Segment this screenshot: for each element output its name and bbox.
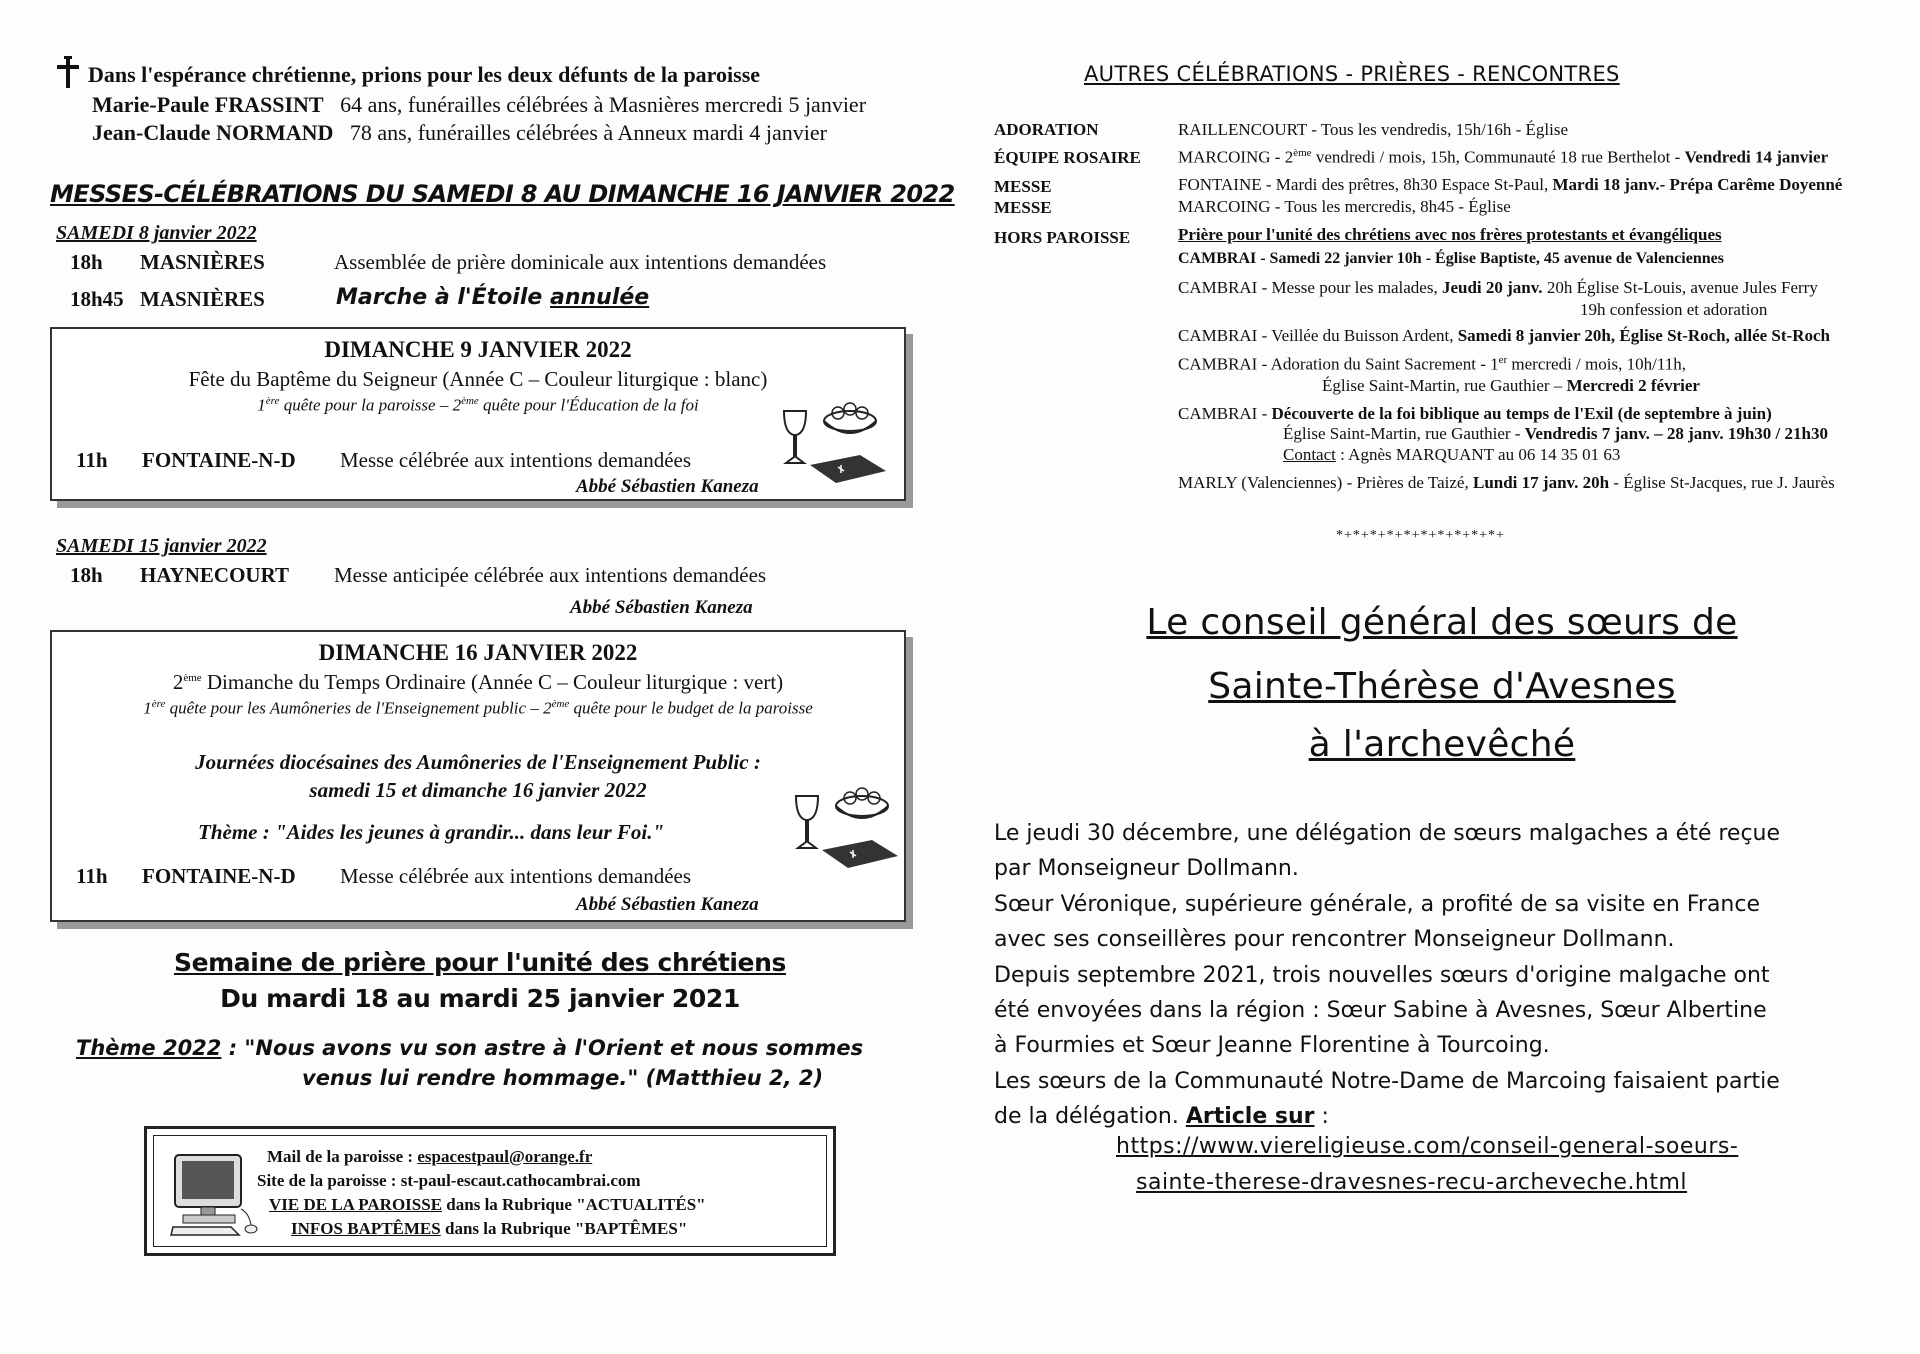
- article-line: Les sœurs de la Communauté Notre-Dame de Marcoing faisaient partie: [994, 1068, 1780, 1094]
- journees-line-2: samedi 15 et dimanche 16 janvier 2022: [309, 778, 647, 802]
- messe-2-text: MARCOING - Tous les mercredis, 8h45 - Église: [1178, 197, 1511, 216]
- adoration-text: RAILLENCOURT - Tous les vendredis, 15h/16h - Église: [1178, 120, 1569, 139]
- unity-week-dates: Du mardi 18 au mardi 25 janvier 2021: [220, 984, 740, 1013]
- label-adoration: ADORATION: [994, 120, 1099, 139]
- desc: Marche à l'Étoile annulée: [336, 285, 650, 310]
- place: FONTAINE-N-D: [142, 448, 296, 472]
- article-line: été envoyées dans la région : Sœur Sabine à Avesnes, Sœur Albertine: [994, 998, 1767, 1024]
- feast: Fête du Baptême du Seigneur (Année C – Couleur liturgique : blanc): [188, 367, 768, 391]
- place: MASNIÈRES: [140, 287, 265, 311]
- obituary-name: Marie-Paule FRASSINT: [92, 92, 324, 117]
- journees-line-1: Journées diocésaines des Aumôneries de l'Enseignement Public :: [195, 750, 761, 774]
- label-messe-2: MESSE: [994, 198, 1052, 217]
- mail-line: Mail de la paroisse : espacestpaul@orange.fr: [267, 1147, 593, 1166]
- label-messe-1: MESSE: [994, 177, 1052, 196]
- theme: Thème : "Aides les jeunes à grandir... dans leur Foi.": [198, 820, 665, 844]
- cancelled-note: annulée: [550, 285, 650, 310]
- hors-2-sub: 19h confession et adoration: [1580, 300, 1768, 319]
- obituary-detail: 64 ans, funérailles célébrées à Masnières mercredi 5 janvier: [340, 92, 867, 117]
- obituary-detail: 78 ans, funérailles célébrées à Anneux mardi 4 janvier: [349, 120, 827, 145]
- label-hors-paroisse: HORS PAROISSE: [994, 228, 1131, 247]
- computer-icon: [169, 1153, 261, 1237]
- desc: Messe célébrée aux intentions demandées: [340, 864, 692, 888]
- contact-label: Contact: [1283, 445, 1336, 464]
- obituary-intro: Dans l'espérance chrétienne, prions pour les deux défunts de la paroisse: [88, 62, 761, 87]
- article-url-2[interactable]: sainte-therese-dravesnes-recu-archeveche.html: [1136, 1170, 1688, 1195]
- hors-5: CAMBRAI - Découverte de la foi biblique au temps de l'Exil (de septembre à juin): [1178, 404, 1772, 423]
- obituary-person-1: [92, 92, 866, 118]
- time: 18h: [70, 250, 103, 274]
- article-title-2: Sainte-Thérèse d'Avesnes: [1208, 666, 1676, 707]
- article-title-3: à l'archevêché: [1308, 724, 1576, 765]
- vie-paroisse-link[interactable]: VIE DE LA PAROISSE: [269, 1195, 443, 1214]
- time: 11h: [76, 448, 108, 472]
- desc: Messe célébrée aux intentions demandées: [340, 448, 692, 472]
- separator: *+*+*+*+*+*+*+*+*+*+: [1336, 528, 1505, 543]
- feast: 2ème Dimanche du Temps Ordinaire (Année C – Couleur liturgique : vert): [172, 670, 784, 694]
- hors-5-contact: Contact : Agnès MARQUANT au 06 14 35 01 63: [1283, 445, 1621, 464]
- place: FONTAINE-N-D: [142, 864, 296, 888]
- contact-box: [144, 1126, 836, 1256]
- hors-4-sub: Église Saint-Martin, rue Gauthier – Mercredi 2 février: [1322, 376, 1700, 395]
- hors-4: CAMBRAI - Adoration du Saint Sacrement - 1er mercredi / mois, 10h/11h,: [1178, 354, 1686, 374]
- article-line: avec ses conseillères pour rencontrer Monseigneur Dollmann.: [994, 927, 1675, 953]
- article-body: [994, 816, 1780, 1135]
- collections: 1ère quête pour la paroisse – 2ème quête pour l'Éducation de la foi: [257, 395, 699, 415]
- hors-3: CAMBRAI - Veillée du Buisson Ardent, Samedi 8 janvier 20h, Église St-Roch, allée St-Roch: [1178, 326, 1830, 345]
- chalice-bible-icon: [780, 397, 890, 487]
- sat15-date: SAMEDI 15 janvier 2022: [56, 535, 267, 557]
- sunday-9-box: [50, 327, 906, 501]
- article-line: Depuis septembre 2021, trois nouvelles sœurs d'origine malgache ont: [994, 962, 1770, 988]
- vie-line: VIE DE LA PAROISSE dans la Rubrique "ACTUALITÉS": [269, 1195, 706, 1214]
- time: 18h45: [70, 287, 124, 311]
- article-link-label: Article sur: [1185, 1104, 1315, 1130]
- obituary-person-2: [92, 120, 827, 146]
- sat8-date: SAMEDI 8 janvier 2022: [56, 222, 257, 244]
- box-title: DIMANCHE 16 JANVIER 2022: [318, 640, 638, 665]
- desc: Messe anticipée célébrée aux intentions demandées: [334, 563, 767, 587]
- hors-2: CAMBRAI - Messe pour les malades, Jeudi 20 janv. 20h Église St-Louis, avenue Jules Ferry: [1178, 278, 1818, 297]
- unity-week-theme-2: venus lui rendre hommage." (Matthieu 2, 2): [302, 1066, 824, 1090]
- site-line: Site de la paroisse : st-paul-escaut.cathocambrai.com: [257, 1171, 641, 1190]
- infos-baptemes-link[interactable]: INFOS BAPTÊMES: [291, 1219, 441, 1238]
- chalice-bible-icon: [792, 782, 902, 872]
- box-title: DIMANCHE 9 JANVIER 2022: [324, 337, 632, 362]
- hors-5-sub: Église Saint-Martin, rue Gauthier - Vendredis 7 janv. – 28 janv. 19h30 / 21h30: [1283, 424, 1828, 443]
- article-url-1[interactable]: https://www.viereligieuse.com/conseil-general-soeurs-: [1116, 1134, 1739, 1159]
- article-line: par Monseigneur Dollmann.: [994, 856, 1299, 882]
- hors-1: CAMBRAI - Samedi 22 janvier 10h - Église Baptiste, 45 avenue de Valenciennes: [1178, 250, 1724, 267]
- sat15-priest: Abbé Sébastien Kaneza: [570, 597, 753, 618]
- time: 18h: [70, 563, 103, 587]
- unity-week-theme-1: Thème 2022 : "Nous avons vu son astre à l'Orient et nous sommes: [76, 1036, 864, 1060]
- collections: 1ère quête pour les Aumôneries de l'Enseignement public – 2ème quête pour le budget de la paroisse: [143, 698, 813, 718]
- site-link[interactable]: st-paul-escaut.cathocambrai.com: [400, 1171, 641, 1190]
- theme-label: Thème 2022: [76, 1036, 222, 1060]
- article-line: Le jeudi 30 décembre, une délégation de sœurs malgaches a été reçue: [994, 821, 1781, 846]
- place: HAYNECOURT: [140, 563, 290, 587]
- time: 11h: [76, 864, 108, 888]
- article-line: de la délégation. Article sur :: [994, 1104, 1329, 1130]
- article-line: à Fourmies et Sœur Jeanne Florentine à Tourcoing.: [994, 1033, 1550, 1059]
- article-title-1: Le conseil général des sœurs de: [1146, 602, 1738, 643]
- hors-6: MARLY (Valenciennes) - Prières de Taizé, Lundi 17 janv. 20h - Église St-Jacques, rue J. Jaurès: [1178, 473, 1835, 492]
- bapt-line: INFOS BAPTÊMES dans la Rubrique "BAPTÊMES": [291, 1219, 688, 1238]
- cross-icon: [54, 56, 82, 90]
- place: MASNIÈRES: [140, 250, 265, 274]
- article-line: Sœur Véronique, supérieure générale, a profité de sa visite en France: [994, 891, 1760, 917]
- unity-week-title: Semaine de prière pour l'unité des chrétiens: [174, 948, 786, 977]
- label-rosaire: ÉQUIPE ROSAIRE: [994, 148, 1141, 167]
- other-heading: AUTRES CÉLÉBRATIONS - PRIÈRES - RENCONTRES: [1084, 62, 1620, 86]
- masses-heading: MESSES-CÉLÉBRATIONS DU SAMEDI 8 AU DIMANCHE 16 JANVIER 2022: [50, 180, 955, 208]
- priest: Abbé Sébastien Kaneza: [576, 476, 759, 497]
- hors-title: Prière pour l'unité des chrétiens avec nos frères protestants et évangéliques: [1178, 225, 1722, 244]
- obituary-name: Jean-Claude NORMAND: [92, 120, 334, 145]
- desc: Assemblée de prière dominicale aux intentions demandées: [334, 250, 827, 274]
- messe-1-text: FONTAINE - Mardi des prêtres, 8h30 Espace St-Paul, Mardi 18 janv.- Prépa Carême Doyenné: [1178, 175, 1843, 194]
- mail-link[interactable]: espacestpaul@orange.fr: [417, 1147, 593, 1166]
- priest: Abbé Sébastien Kaneza: [576, 894, 759, 915]
- rosaire-text: MARCOING - 2ème vendredi / mois, 15h, Communauté 18 rue Berthelot - Vendredi 14 janvier: [1178, 147, 1829, 167]
- sunday-16-box: [50, 630, 906, 922]
